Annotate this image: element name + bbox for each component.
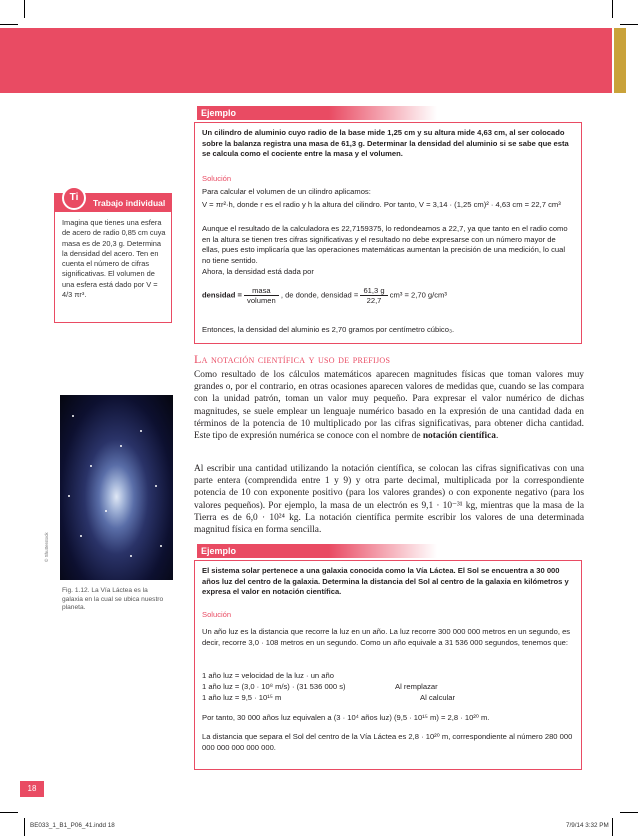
ejemplo-header: Ejemplo — [197, 106, 437, 120]
fraction — [244, 286, 279, 305]
ejemplo-statement: Un cilindro de aluminio cuyo radio de la base mide 1,25 cm y su altura mide 4,63 cm, al ser colocado sobre la balanza registra una masa de 61,3 g. Determinar la densidad del aluminio si se sabe que esta se calcula como el cociente entre la masa y el volumen. — [202, 128, 569, 159]
crop-mark — [612, 0, 613, 18]
footer-file: BE033_1_B1_P06_41.indd 18 — [30, 822, 115, 829]
crop-mark — [620, 812, 638, 813]
equation-text: 1 año luz = 9,5 · 10¹⁵ m — [202, 693, 282, 702]
solution-paragraph: Un año luz es la distancia que recorre la luz en un año. La luz recorre 300 000 000 metros en un segundo, es decir, recorre 3,0 · 108 metros en un segundo. Como un año equivale a 31 536 000 segundos, tenemos que: — [202, 627, 571, 647]
crop-mark — [0, 812, 18, 813]
ejemplo-statement: El sistema solar pertenece a una galaxia conocida como la Vía Láctea. El Sol se encuentra a 30 000 años luz del centro de la galaxia. Determina la distancia del Sol al centro de la galaxia en kilómetros y expresa el valor en notación científica. — [202, 566, 569, 597]
fraction-numerator: masa — [244, 286, 279, 296]
crop-mark — [612, 818, 613, 836]
crop-mark — [24, 0, 25, 18]
fraction-numerator: 61,3 g — [360, 286, 387, 296]
ejemplo-box — [194, 122, 582, 344]
section-title: La notación científica y uso de prefijos — [194, 352, 391, 366]
figure-caption: Fig. 1.12. La Vía Láctea es la galaxia en la cual se ubica nuestro planeta. — [62, 587, 164, 611]
fraction — [360, 286, 387, 305]
crop-mark — [24, 818, 25, 836]
solution-conclusion: La distancia que separa el Sol del centro de la Vía Láctea es 2,8 · 10²⁰ m, correspondiente al número 280 000 000 000 000 000 000. — [202, 732, 573, 752]
page-number: 18 — [20, 781, 44, 797]
trabajo-header: Trabajo individual — [55, 194, 171, 212]
solution-paragraph: Aunque el resultado de la calculadora es 22,7159375, lo redondeamos a 22,7, ya que tanto en el radio como en la altura se tienen tres cifras significativas y el resultado no debe expresarse con un número mayor de ellas, pues esto implicaría que las operaciones matemáticas aumentan la precisión de una medición, lo cual no tiene sentido. — [202, 224, 568, 265]
eq-mid: , de donde, densidad = — [280, 290, 359, 300]
solution-line: Ahora, la densidad está dada por — [202, 267, 314, 276]
eq-lhs: densidad = — [202, 290, 242, 300]
fraction-denominator: volumen — [247, 296, 276, 305]
ejemplo-header: Ejemplo — [197, 544, 437, 558]
footer-date: 7/9/14 3:32 PM — [566, 822, 609, 829]
image-credit: © Shutterstock — [44, 532, 49, 562]
trabajo-text: Imagina que tienes una esfera de acero de radio 0,85 cm cuya masa es de 20,3 g. Determina la densidad del acero. Ten en cuenta el número de cifras significativas. El volumen de una esfera está dado por V = 4/3 πr³. — [62, 218, 166, 300]
top-color-band — [0, 28, 612, 93]
eq-rhs: cm³ = 2,70 g/cm³ — [389, 290, 447, 300]
fraction-denominator: 22,7 — [366, 296, 382, 305]
crop-mark — [0, 24, 18, 25]
trabajo-individual-box — [54, 193, 172, 323]
right-color-tab — [614, 28, 626, 93]
equation-line — [202, 693, 574, 704]
equation-note: Al calcular — [420, 693, 456, 702]
equation-text: 1 año luz = (3,0 · 10⁸ m/s) · (31 536 000 s) — [202, 682, 346, 691]
ejemplo-box — [194, 560, 582, 770]
section-paragraph-1: Como resultado de los cálculos matemáticos aparecen magnitudes físicas que toman valores muy grandes o, por el contrario, en otras ocasiones aparecen valores de medidas que, cuando se las compara con la unidad patrón, toman un valor muy pequeño. Para expresar el valor numérico de dichas magnitudes, se suele emplear un lenguaje numérico basado en la expresión de una cantidad dada en términos de la potencia de 10 multiplicado por las cifras significativas, para obtener dicha cantidad. Este tipo de expresión numérica se conoce con el nombre de notación científica. — [194, 370, 584, 442]
solucion-label: Solución — [202, 174, 232, 183]
ti-badge: Ti — [62, 186, 86, 210]
equation-note: Al remplazar — [395, 682, 438, 691]
crop-mark — [620, 24, 638, 25]
equation-line: 1 año luz = velocidad de la luz · un año — [202, 671, 334, 680]
solution-line: V = πr²·h, donde r es el radio y h la altura del cilindro. Por tanto, V = 3,14 · (1,25 cm)² · 4,63 cm = 22,7 cm³ — [202, 200, 561, 209]
solution-conclusion: Entonces, la densidad del aluminio es 2,70 gramos por centímetro cúbico₃. — [202, 325, 455, 334]
solution-line: Para calcular el volumen de un cilindro aplicamos: — [202, 187, 371, 196]
section-paragraph-2: Al escribir una cantidad utilizando la notación científica, se colocan las cifras significativas con una parte entera (comprendida entre 1 y 9) y otra parte decimal, multiplicada por la correspondiente potencia de 10 con exponente positivo (para los valores grandes) o con exponente negativo (para los valores pequeños). Por ejemplo, la masa de un electrón es 9,1 · 10⁻³¹ kg, mientras que la masa de la Tierra es de 6,0 · 10²⁴ kg. La notación científica permite escribir los valores de una determinada magnitud física en forma sencilla. — [194, 464, 584, 536]
solucion-label: Solución — [202, 610, 232, 619]
density-equation — [202, 286, 574, 305]
solution-line: Por tanto, 30 000 años luz equivalen a (3 · 10⁴ años luz) (9,5 · 10¹⁵ m) = 2,8 · 10²⁰ m. — [202, 713, 490, 722]
milky-way-image — [60, 395, 173, 580]
bold-term: notación científica — [422, 431, 496, 442]
paragraph-text: Como resultado de los cálculos matemáticos aparecen magnitudes físicas que toman valores muy grandes o, por el contrario, en otras ocasiones aparecen valores de medidas que, cuando se las compara con la unidad patrón, toman un valor muy pequeño. Para expresar el valor numérico de dichas magnitudes, se suele emplear un lenguaje numérico basado en la expresión de una cantidad dada en términos de la potencia de 10 multiplicado por las cifras significativas, para obtener dicha cantidad. Este tipo de expresión numérica se conoce con el nombre de — [194, 370, 584, 442]
equation-line — [202, 682, 574, 693]
